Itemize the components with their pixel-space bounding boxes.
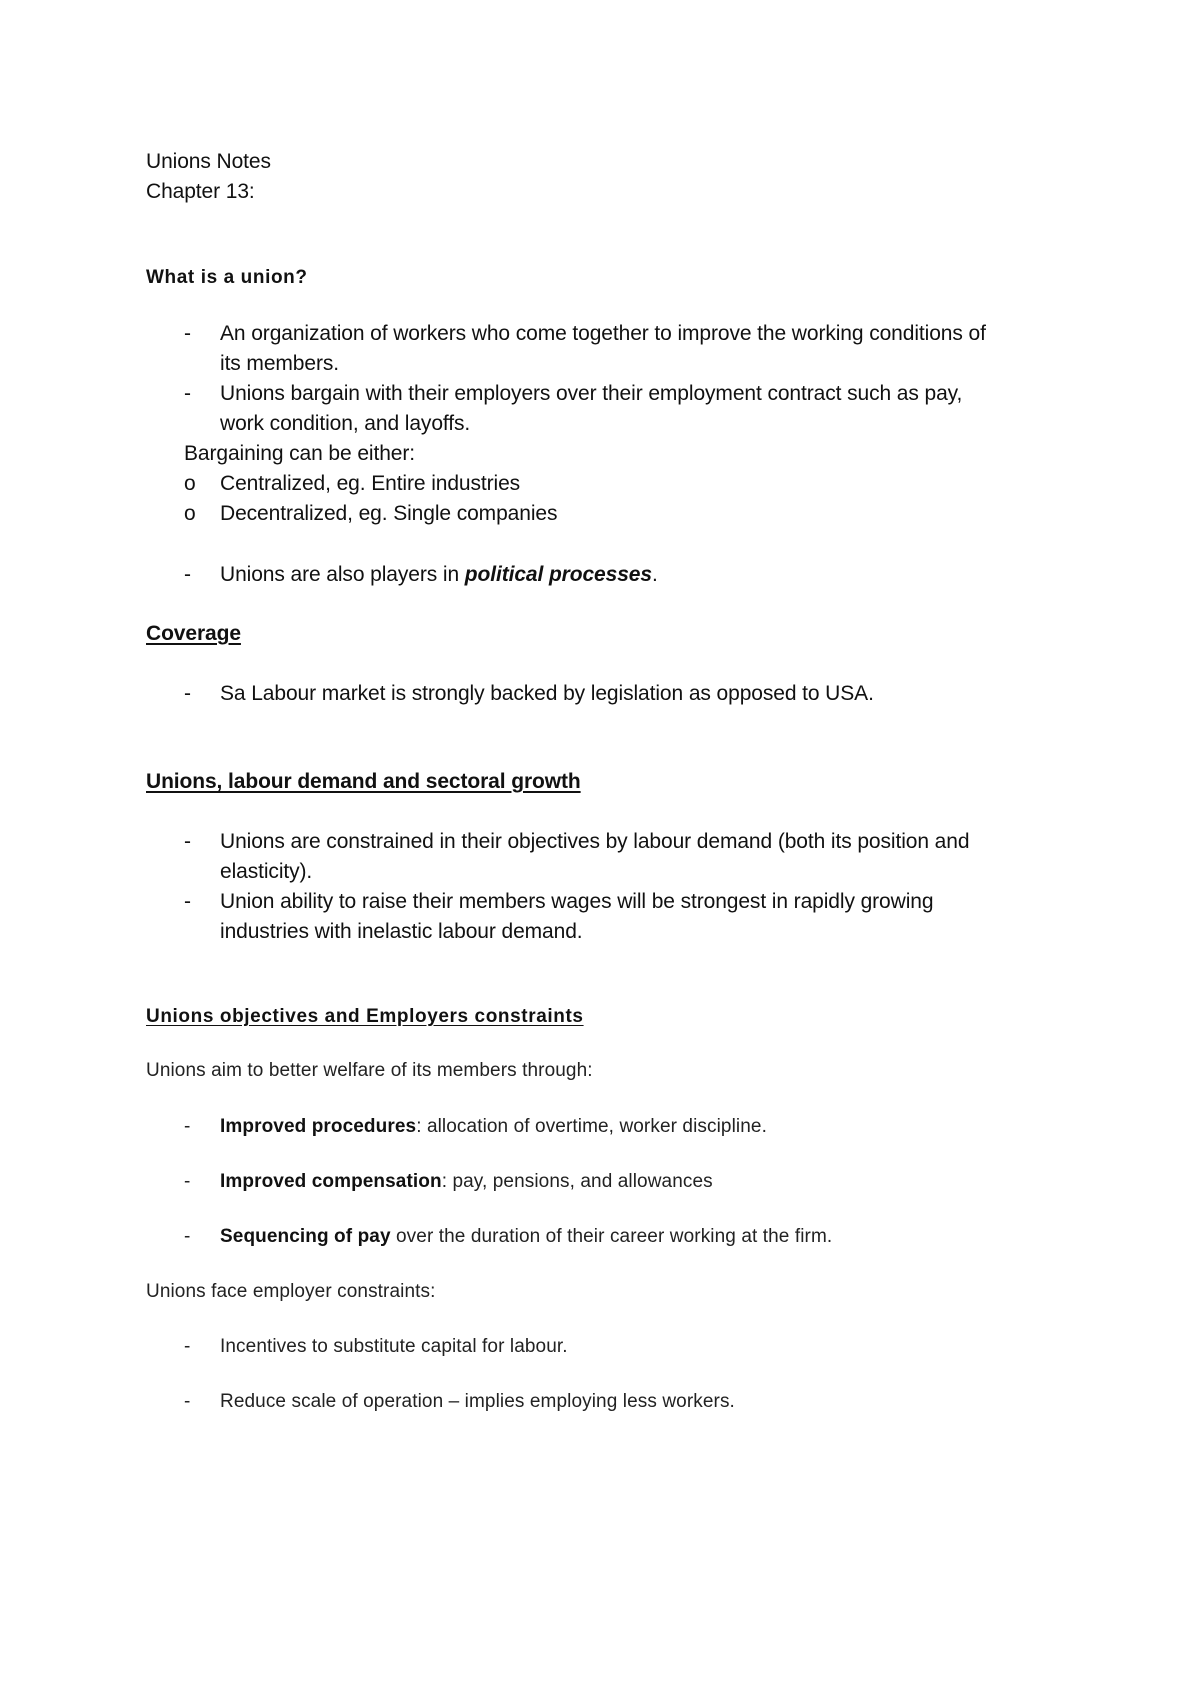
chapter-label: Chapter 13:	[146, 180, 255, 203]
list-item-text: work condition, and layoffs.	[220, 412, 471, 435]
list-item-text	[220, 1168, 713, 1196]
list-item-text: Unions bargain with their employers over their employment contract such as pay,	[220, 382, 963, 405]
list-item-rest: over the duration of their career working at the firm.	[390, 1226, 833, 1247]
list-item-text: industries with inelastic labour demand.	[220, 920, 583, 943]
objectives-heading: Unions objectives and Employers constraints	[146, 1006, 584, 1027]
list-item-text: its members.	[220, 352, 339, 375]
list-item-text-prefix: Unions are also players in	[220, 563, 465, 586]
dash-bullet: -	[184, 563, 191, 586]
list-item-bold: Improved compensation	[220, 1171, 442, 1192]
list-item-text	[220, 1223, 832, 1251]
list-item-rest: : allocation of overtime, worker discipline.	[416, 1116, 767, 1137]
list-item-text: elasticity).	[220, 860, 313, 883]
list-item-bold: Improved procedures	[220, 1116, 417, 1137]
list-item-text-suffix: .	[651, 563, 658, 586]
dash-bullet: -	[184, 322, 191, 345]
list-item-rest: : pay, pensions, and allowances	[441, 1171, 713, 1192]
dash-bullet: -	[184, 1336, 191, 1357]
list-item-text: Union ability to raise their members wages will be strongest in rapidly growing	[220, 890, 934, 913]
list-item-text	[220, 561, 658, 589]
dash-bullet: -	[184, 1171, 191, 1192]
dash-bullet: -	[184, 1116, 191, 1137]
dash-bullet: -	[184, 682, 191, 705]
bargaining-label: Bargaining can be either:	[184, 442, 415, 465]
emphasis-text: political processes	[464, 563, 652, 586]
constraints-intro: Unions face employer constraints:	[146, 1281, 436, 1302]
list-item-text: Unions are constrained in their objectives by labour demand (both its position and	[220, 830, 970, 853]
circle-bullet: o	[184, 502, 196, 525]
labour-demand-heading: Unions, labour demand and sectoral growth	[146, 770, 581, 793]
circle-bullet: o	[184, 472, 196, 495]
list-item-text: Decentralized, eg. Single companies	[220, 502, 558, 525]
list-item-text: Centralized, eg. Entire industries	[220, 472, 521, 495]
list-item-text: Sa Labour market is strongly backed by legislation as opposed to USA.	[220, 682, 874, 705]
objectives-intro: Unions aim to better welfare of its members through:	[146, 1060, 593, 1081]
list-item-text: An organization of workers who come together to improve the working conditions of	[220, 322, 986, 345]
dash-bullet: -	[184, 890, 191, 913]
what-is-union-heading: What is a union?	[146, 267, 308, 288]
dash-bullet: -	[184, 1226, 191, 1247]
list-item-text	[220, 1113, 767, 1141]
list-item-text: Reduce scale of operation – implies employing less workers.	[220, 1391, 735, 1412]
document-title: Unions Notes	[146, 150, 271, 173]
coverage-heading: Coverage	[146, 622, 241, 645]
dash-bullet: -	[184, 382, 191, 405]
list-item-bold: Sequencing of pay	[220, 1226, 391, 1247]
dash-bullet: -	[184, 1391, 191, 1412]
list-item-text: Incentives to substitute capital for labour.	[220, 1336, 568, 1357]
dash-bullet: -	[184, 830, 191, 853]
